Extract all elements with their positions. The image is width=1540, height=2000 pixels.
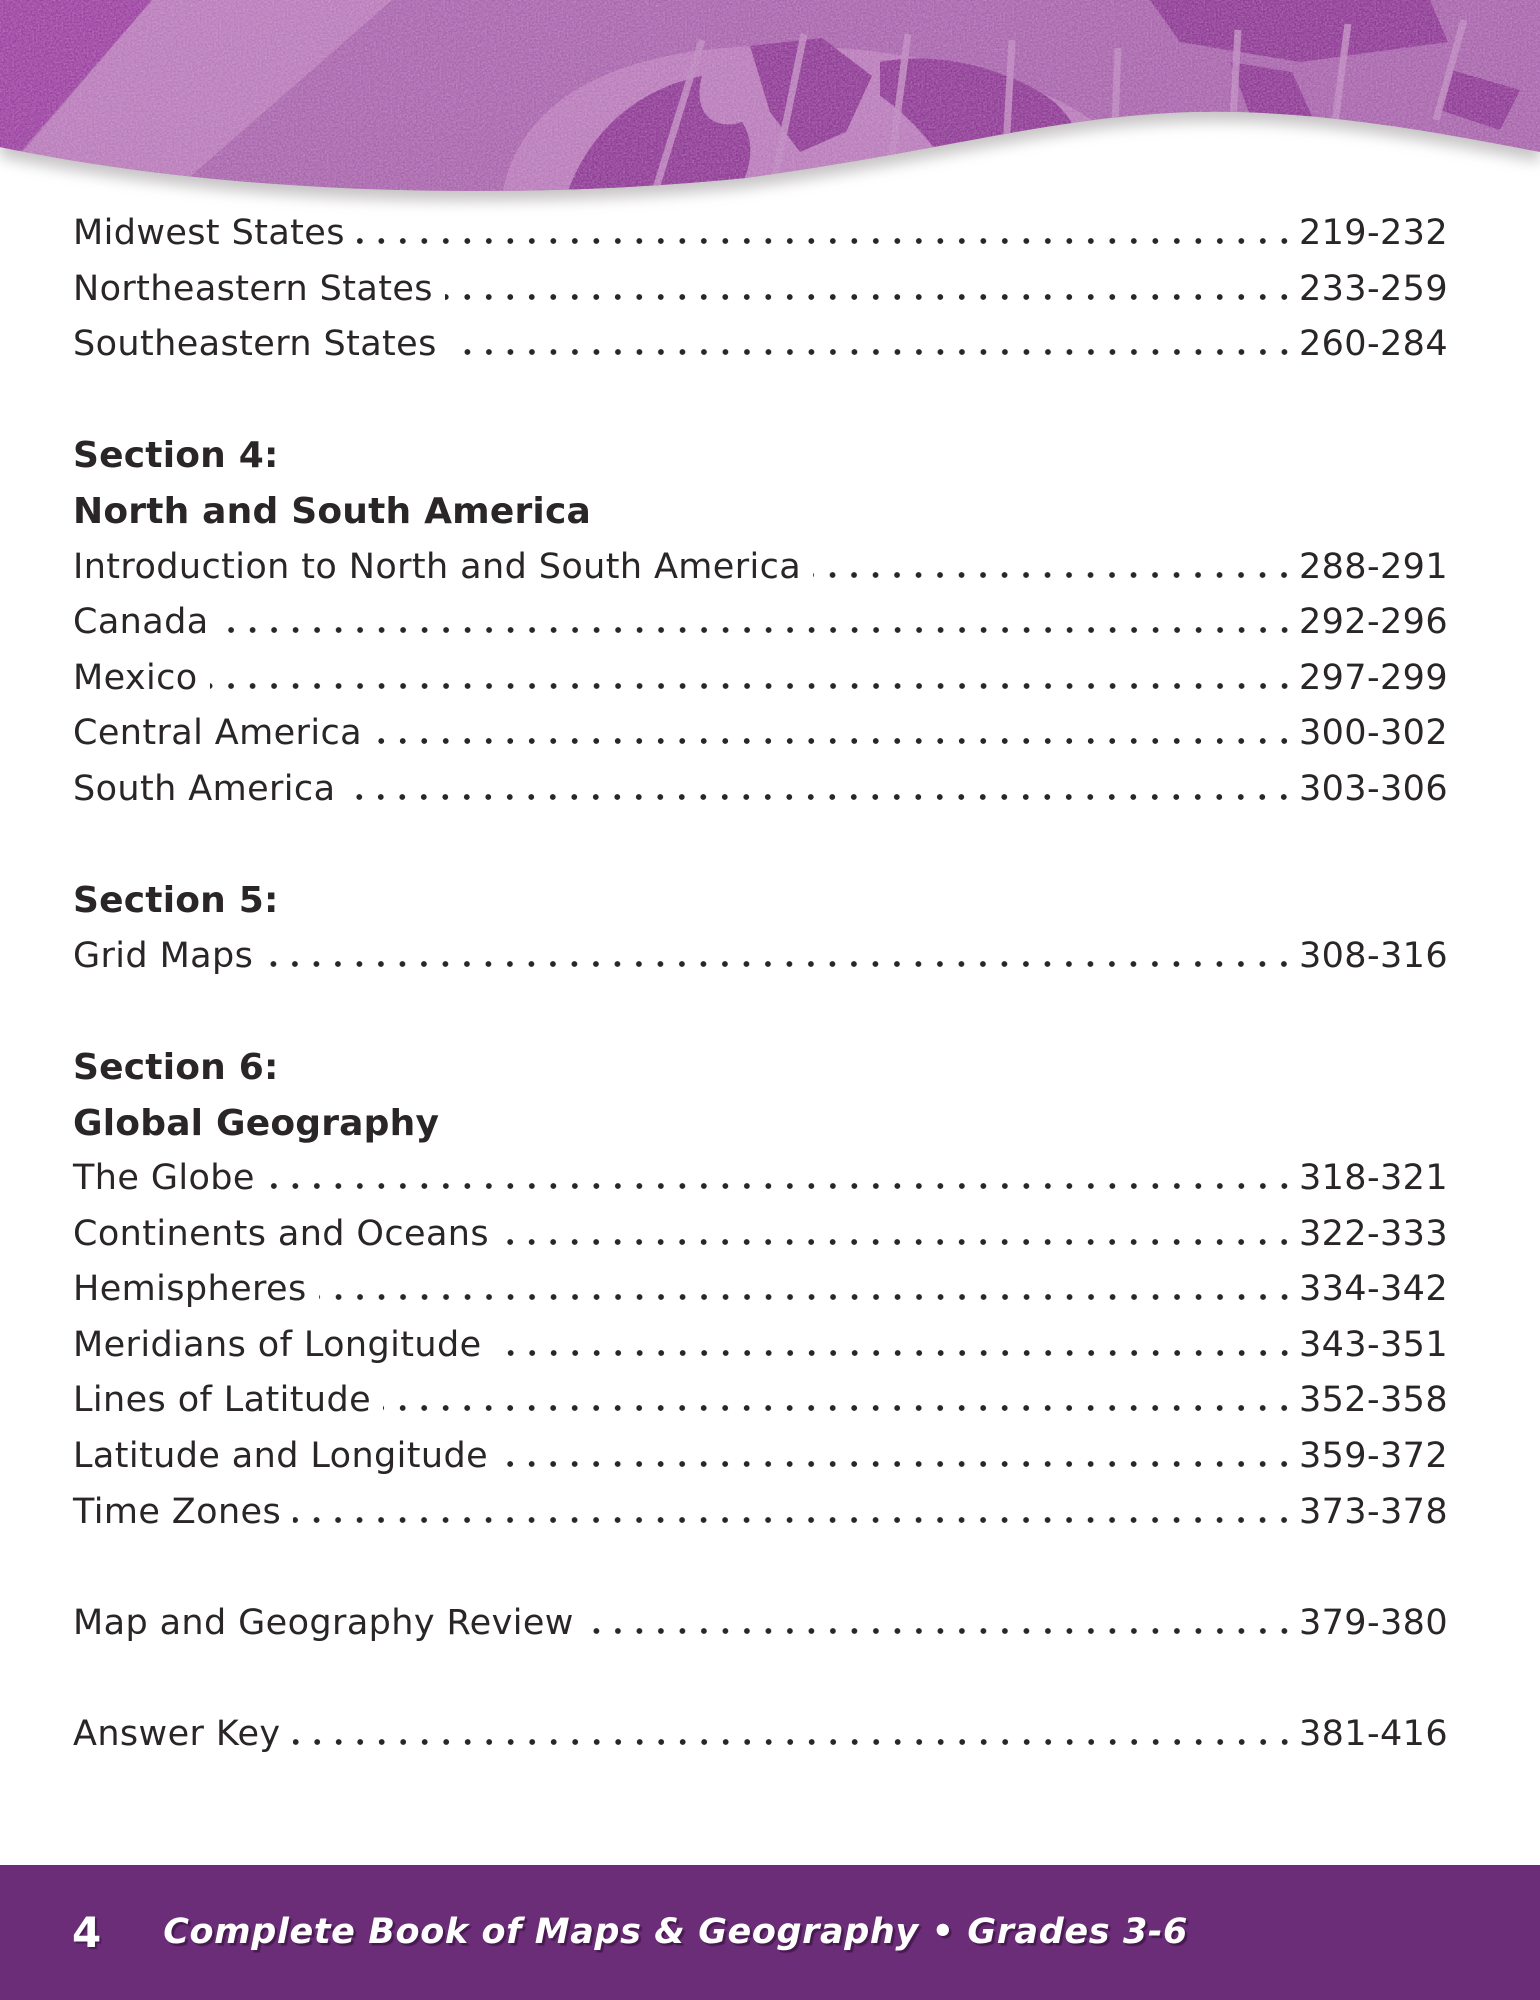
dot-leader (210, 683, 1295, 689)
toc-entry-label: Introduction to North and South America (73, 546, 802, 587)
toc-entry (73, 595, 1448, 651)
dot-leader (445, 294, 1295, 300)
toc-entry (73, 1151, 1448, 1207)
toc-entry (73, 540, 1448, 596)
toc-gap (73, 1540, 1448, 1596)
toc-entry (73, 1596, 1448, 1652)
toc-entry-label: Answer Key (73, 1714, 281, 1755)
toc-entry-label: Map and Geography Review (73, 1602, 574, 1643)
dot-leader (319, 1294, 1295, 1300)
header-wave-art (0, 0, 1540, 240)
toc-entry-label: Hemispheres (73, 1269, 307, 1310)
toc-entry-label: Lines of Latitude (73, 1380, 372, 1421)
toc-entry-pages: 308-316 (1298, 935, 1448, 976)
toc-gap (73, 1651, 1448, 1707)
toc-entry (73, 929, 1448, 985)
dot-leader (813, 572, 1295, 578)
toc-entry (73, 1429, 1448, 1485)
toc-gap (73, 984, 1448, 1040)
toc-entry-pages: 373-378 (1298, 1491, 1448, 1532)
toc-entry-pages: 379-380 (1298, 1602, 1448, 1643)
toc-entry-label: The Globe (73, 1158, 255, 1199)
toc-entry-pages: 219-232 (1298, 213, 1448, 253)
toc-entry-label: Southeastern States (73, 324, 437, 365)
toc-entry-pages: 300-302 (1298, 713, 1448, 754)
toc-entry-label: Northeastern States (73, 268, 433, 309)
toc-entry (73, 206, 1448, 262)
footer-bar (0, 1865, 1540, 2000)
toc-entry (73, 1318, 1448, 1374)
toc-entry-label: Meridians of Longitude (73, 1324, 482, 1365)
toc-entry-label: Time Zones (73, 1491, 282, 1532)
dot-leader (265, 961, 1295, 967)
dot-leader (347, 794, 1295, 800)
toc-entry-label: Midwest States (73, 213, 345, 253)
section-subheading: Global Geography (73, 1102, 440, 1144)
toc-entry-label: Continents and Oceans (73, 1213, 490, 1254)
dot-leader (357, 238, 1295, 244)
toc-entry-label: Latitude and Longitude (73, 1436, 489, 1477)
toc-entry-pages: 343-351 (1298, 1324, 1448, 1365)
section-heading: Section 4: (73, 435, 279, 477)
book-title: Complete Book of Maps & Geography • Grades 3-6 (163, 1912, 1189, 1952)
toc-entry (73, 651, 1448, 707)
dot-leader (293, 1739, 1295, 1745)
toc-entry-pages: 352-358 (1298, 1380, 1448, 1421)
toc-entry (73, 1262, 1448, 1318)
dot-leader (374, 738, 1295, 744)
toc-entry-pages: 303-306 (1298, 768, 1448, 809)
toc-entry-pages: 288-291 (1298, 546, 1448, 587)
toc-entry-pages: 318-321 (1298, 1158, 1448, 1199)
toc-entry-label: Grid Maps (73, 935, 254, 976)
toc-entry-label: Mexico (73, 657, 198, 698)
toc-entry (73, 762, 1448, 818)
dot-leader (449, 349, 1295, 355)
toc-entry-label: Canada (73, 602, 209, 643)
dot-leader (586, 1628, 1295, 1634)
toc-entry-label: Central America (73, 713, 362, 754)
toc-entry-pages: 359-372 (1298, 1436, 1448, 1477)
toc-entry-label: South America (73, 768, 336, 809)
dot-leader (267, 1183, 1295, 1189)
section-heading: Section 5: (73, 880, 279, 922)
toc-entry-pages: 381-416 (1298, 1714, 1448, 1755)
toc-entry (73, 1207, 1448, 1263)
toc-entry (73, 1373, 1448, 1429)
dot-leader (293, 1517, 1295, 1523)
toc-entry (73, 1707, 1448, 1763)
toc-entry (73, 706, 1448, 762)
dot-leader (221, 627, 1295, 633)
dot-leader (494, 1350, 1295, 1356)
toc-entry (73, 262, 1448, 318)
toc-entry-pages: 334-342 (1298, 1269, 1448, 1310)
toc-entry-pages: 260-284 (1298, 324, 1448, 365)
section-subheading: North and South America (73, 490, 591, 532)
page-number: 4 (72, 1907, 102, 1957)
section-heading: Section 6: (73, 1046, 279, 1088)
toc-entry-pages: 233-259 (1298, 268, 1448, 309)
toc-entry-pages: 292-296 (1298, 602, 1448, 643)
toc-entry (73, 317, 1448, 373)
dot-leader (500, 1461, 1295, 1467)
toc-entry-pages: 322-333 (1298, 1213, 1448, 1254)
toc-gap (73, 818, 1448, 874)
toc-gap (73, 373, 1448, 429)
toc-entry-pages: 297-299 (1298, 657, 1448, 698)
world-map-banner-graphic (0, 0, 1540, 240)
dot-leader (501, 1239, 1295, 1245)
dot-leader (383, 1405, 1295, 1411)
toc-entry (73, 1485, 1448, 1541)
toc-list (73, 206, 1448, 1763)
